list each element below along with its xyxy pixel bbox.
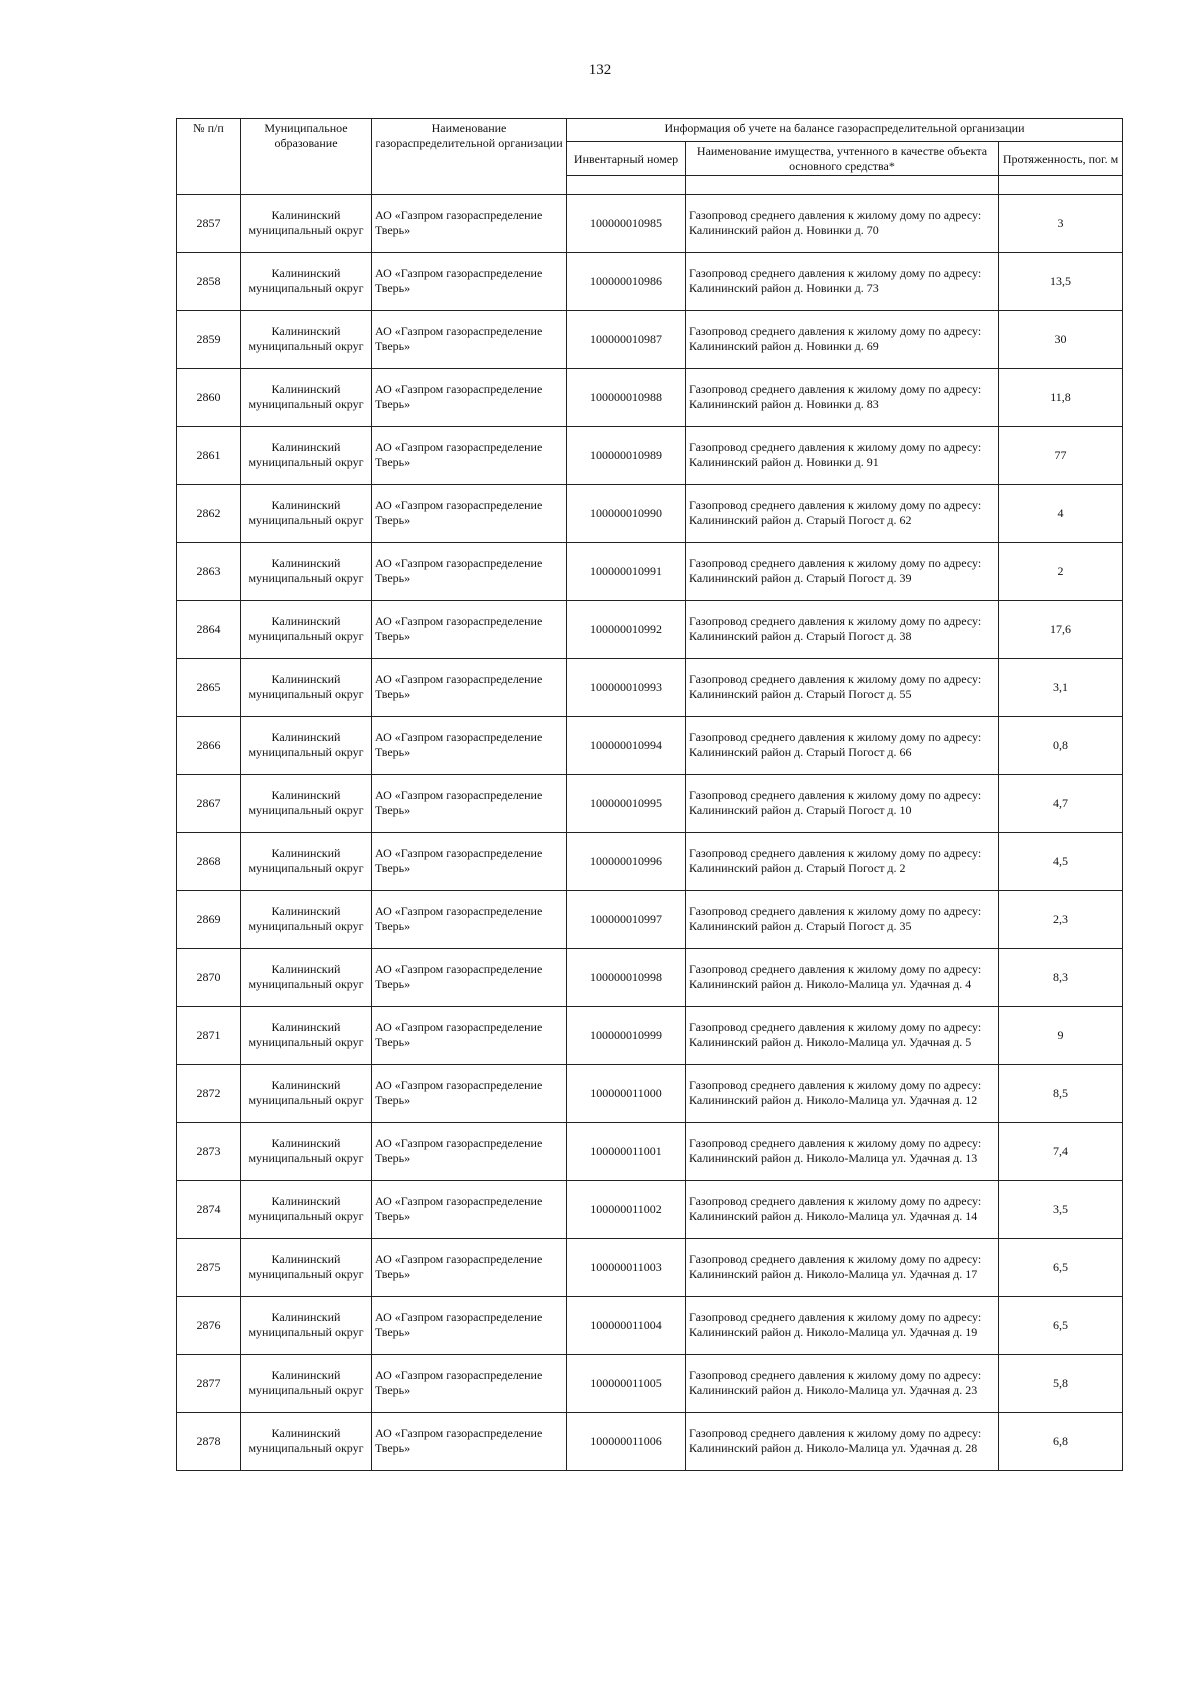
row-municipality: Калининский муниципальный округ: [241, 774, 372, 832]
row-municipality: Калининский муниципальный округ: [241, 310, 372, 368]
header-asset-name: Наименование имущества, учтенного в качестве объекта основного средства*: [686, 142, 999, 176]
row-municipality: Калининский муниципальный округ: [241, 890, 372, 948]
row-inventory-number: 100000010987: [567, 310, 686, 368]
row-asset-name: Газопровод среднего давления к жилому дому по адресу: Калининский район д. Старый Погост д. 66: [686, 716, 999, 774]
table-row: [177, 194, 1123, 252]
row-organization: АО «Газпром газораспределение Тверь»: [372, 774, 567, 832]
row-length: 3,1: [999, 658, 1123, 716]
row-number: 2866: [177, 716, 241, 774]
row-inventory-number: 100000010986: [567, 252, 686, 310]
row-number: 2875: [177, 1238, 241, 1296]
table-row: [177, 774, 1123, 832]
row-asset-name: Газопровод среднего давления к жилому дому по адресу: Калининский район д. Старый Погост д. 10: [686, 774, 999, 832]
row-municipality: Калининский муниципальный округ: [241, 1122, 372, 1180]
row-organization: АО «Газпром газораспределение Тверь»: [372, 1122, 567, 1180]
row-inventory-number: 100000011005: [567, 1354, 686, 1412]
table-row: [177, 832, 1123, 890]
row-asset-name: Газопровод среднего давления к жилому дому по адресу: Калининский район д. Николо-Малица ул. Удачная д. 28: [686, 1412, 999, 1470]
row-asset-name: Газопровод среднего давления к жилому дому по адресу: Калининский район д. Николо-Малица ул. Удачная д. 4: [686, 948, 999, 1006]
row-asset-name: Газопровод среднего давления к жилому дому по адресу: Калининский район д. Новинки д. 69: [686, 310, 999, 368]
header-inventory-number: Инвентарный номер: [567, 142, 686, 176]
row-asset-name: Газопровод среднего давления к жилому дому по адресу: Калининский район д. Старый Погост д. 35: [686, 890, 999, 948]
row-length: 9: [999, 1006, 1123, 1064]
row-municipality: Калининский муниципальный округ: [241, 1412, 372, 1470]
table-row: [177, 716, 1123, 774]
row-asset-name: Газопровод среднего давления к жилому дому по адресу: Калининский район д. Николо-Малица ул. Удачная д. 19: [686, 1296, 999, 1354]
row-asset-name: Газопровод среднего давления к жилому дому по адресу: Калининский район д. Николо-Малица ул. Удачная д. 12: [686, 1064, 999, 1122]
row-length: 11,8: [999, 368, 1123, 426]
row-inventory-number: 100000010993: [567, 658, 686, 716]
row-length: 4,5: [999, 832, 1123, 890]
row-length: 3,5: [999, 1180, 1123, 1238]
row-number: 2858: [177, 252, 241, 310]
row-municipality: Калининский муниципальный округ: [241, 658, 372, 716]
row-length: 6,5: [999, 1296, 1123, 1354]
row-organization: АО «Газпром газораспределение Тверь»: [372, 1180, 567, 1238]
row-organization: АО «Газпром газораспределение Тверь»: [372, 600, 567, 658]
table-row: [177, 890, 1123, 948]
row-organization: АО «Газпром газораспределение Тверь»: [372, 426, 567, 484]
row-inventory-number: 100000011003: [567, 1238, 686, 1296]
row-length: 0,8: [999, 716, 1123, 774]
header-municipality: Муниципальное образование: [241, 119, 372, 195]
header-spacer: [567, 175, 686, 194]
table-row: [177, 948, 1123, 1006]
table-row: [177, 252, 1123, 310]
row-number: 2870: [177, 948, 241, 1006]
row-organization: АО «Газпром газораспределение Тверь»: [372, 1064, 567, 1122]
row-number: 2872: [177, 1064, 241, 1122]
row-organization: АО «Газпром газораспределение Тверь»: [372, 1238, 567, 1296]
row-organization: АО «Газпром газораспределение Тверь»: [372, 890, 567, 948]
row-municipality: Калининский муниципальный округ: [241, 716, 372, 774]
row-inventory-number: 100000011004: [567, 1296, 686, 1354]
row-asset-name: Газопровод среднего давления к жилому дому по адресу: Калининский район д. Старый Погост д. 38: [686, 600, 999, 658]
header-balance-info: Информация об учете на балансе газораспределительной организации: [567, 119, 1123, 142]
row-organization: АО «Газпром газораспределение Тверь»: [372, 1296, 567, 1354]
table-row: [177, 600, 1123, 658]
row-organization: АО «Газпром газораспределение Тверь»: [372, 194, 567, 252]
row-asset-name: Газопровод среднего давления к жилому дому по адресу: Калининский район д. Новинки д. 91: [686, 426, 999, 484]
row-municipality: Калининский муниципальный округ: [241, 1064, 372, 1122]
row-organization: АО «Газпром газораспределение Тверь»: [372, 542, 567, 600]
table-row: [177, 426, 1123, 484]
row-length: 13,5: [999, 252, 1123, 310]
row-inventory-number: 100000010997: [567, 890, 686, 948]
header-length: Протяженность, пог. м: [999, 142, 1123, 176]
row-length: 8,3: [999, 948, 1123, 1006]
row-organization: АО «Газпром газораспределение Тверь»: [372, 484, 567, 542]
table-row: [177, 1354, 1123, 1412]
row-municipality: Калининский муниципальный округ: [241, 368, 372, 426]
row-municipality: Калининский муниципальный округ: [241, 1006, 372, 1064]
table-row: [177, 1006, 1123, 1064]
row-number: 2862: [177, 484, 241, 542]
table-row: [177, 1238, 1123, 1296]
row-asset-name: Газопровод среднего давления к жилому дому по адресу: Калининский район д. Новинки д. 83: [686, 368, 999, 426]
row-asset-name: Газопровод среднего давления к жилому дому по адресу: Калининский район д. Николо-Малица ул. Удачная д. 13: [686, 1122, 999, 1180]
row-asset-name: Газопровод среднего давления к жилому дому по адресу: Калининский район д. Николо-Малица ул. Удачная д. 5: [686, 1006, 999, 1064]
row-municipality: Калининский муниципальный округ: [241, 542, 372, 600]
row-length: 4,7: [999, 774, 1123, 832]
row-length: 2: [999, 542, 1123, 600]
row-length: 6,5: [999, 1238, 1123, 1296]
row-organization: АО «Газпром газораспределение Тверь»: [372, 1006, 567, 1064]
row-organization: АО «Газпром газораспределение Тверь»: [372, 1354, 567, 1412]
table-row: [177, 1064, 1123, 1122]
row-number: 2878: [177, 1412, 241, 1470]
row-asset-name: Газопровод среднего давления к жилому дому по адресу: Калининский район д. Николо-Малица ул. Удачная д. 23: [686, 1354, 999, 1412]
row-number: 2857: [177, 194, 241, 252]
row-inventory-number: 100000010995: [567, 774, 686, 832]
row-inventory-number: 100000010994: [567, 716, 686, 774]
row-inventory-number: 100000010988: [567, 368, 686, 426]
row-organization: АО «Газпром газораспределение Тверь»: [372, 948, 567, 1006]
header-spacer: [999, 175, 1123, 194]
row-organization: АО «Газпром газораспределение Тверь»: [372, 368, 567, 426]
row-length: 5,8: [999, 1354, 1123, 1412]
row-municipality: Калининский муниципальный округ: [241, 1238, 372, 1296]
row-inventory-number: 100000010998: [567, 948, 686, 1006]
row-municipality: Калининский муниципальный округ: [241, 948, 372, 1006]
table-body: [177, 194, 1123, 1470]
row-inventory-number: 100000010996: [567, 832, 686, 890]
row-municipality: Калининский муниципальный округ: [241, 1296, 372, 1354]
row-number: 2877: [177, 1354, 241, 1412]
row-organization: АО «Газпром газораспределение Тверь»: [372, 1412, 567, 1470]
table-row: [177, 1412, 1123, 1470]
row-number: 2859: [177, 310, 241, 368]
row-inventory-number: 100000010992: [567, 600, 686, 658]
row-asset-name: Газопровод среднего давления к жилому дому по адресу: Калининский район д. Новинки д. 70: [686, 194, 999, 252]
row-number: 2861: [177, 426, 241, 484]
row-asset-name: Газопровод среднего давления к жилому дому по адресу: Калининский район д. Старый Погост д. 39: [686, 542, 999, 600]
row-length: 4: [999, 484, 1123, 542]
row-number: 2876: [177, 1296, 241, 1354]
table-row: [177, 1180, 1123, 1238]
header-organization: Наименование газораспределительной организации: [372, 119, 567, 195]
row-municipality: Калининский муниципальный округ: [241, 832, 372, 890]
page-number: 132: [588, 62, 612, 78]
row-municipality: Калининский муниципальный округ: [241, 600, 372, 658]
table-row: [177, 368, 1123, 426]
row-organization: АО «Газпром газораспределение Тверь»: [372, 832, 567, 890]
row-municipality: Калининский муниципальный округ: [241, 426, 372, 484]
row-number: 2865: [177, 658, 241, 716]
table-row: [177, 542, 1123, 600]
row-asset-name: Газопровод среднего давления к жилому дому по адресу: Калининский район д. Старый Погост д. 2: [686, 832, 999, 890]
header-num: № п/п: [177, 119, 241, 195]
row-number: 2874: [177, 1180, 241, 1238]
row-organization: АО «Газпром газораспределение Тверь»: [372, 252, 567, 310]
row-asset-name: Газопровод среднего давления к жилому дому по адресу: Калининский район д. Старый Погост д. 55: [686, 658, 999, 716]
row-inventory-number: 100000011000: [567, 1064, 686, 1122]
table-row: [177, 310, 1123, 368]
row-municipality: Калининский муниципальный округ: [241, 484, 372, 542]
row-asset-name: Газопровод среднего давления к жилому дому по адресу: Калининский район д. Новинки д. 73: [686, 252, 999, 310]
row-organization: АО «Газпром газораспределение Тверь»: [372, 658, 567, 716]
row-inventory-number: 100000010985: [567, 194, 686, 252]
table-row: [177, 658, 1123, 716]
row-length: 7,4: [999, 1122, 1123, 1180]
row-length: 6,8: [999, 1412, 1123, 1470]
row-inventory-number: 100000010999: [567, 1006, 686, 1064]
table-row: [177, 1296, 1123, 1354]
row-length: 30: [999, 310, 1123, 368]
row-number: 2871: [177, 1006, 241, 1064]
row-length: 2,3: [999, 890, 1123, 948]
row-asset-name: Газопровод среднего давления к жилому дому по адресу: Калининский район д. Николо-Малица ул. Удачная д. 14: [686, 1180, 999, 1238]
row-municipality: Калининский муниципальный округ: [241, 1180, 372, 1238]
row-number: 2864: [177, 600, 241, 658]
row-length: 3: [999, 194, 1123, 252]
row-inventory-number: 100000011006: [567, 1412, 686, 1470]
row-number: 2867: [177, 774, 241, 832]
row-asset-name: Газопровод среднего давления к жилому дому по адресу: Калининский район д. Николо-Малица ул. Удачная д. 17: [686, 1238, 999, 1296]
row-inventory-number: 100000010989: [567, 426, 686, 484]
table-row: [177, 484, 1123, 542]
row-inventory-number: 100000011002: [567, 1180, 686, 1238]
row-municipality: Калининский муниципальный округ: [241, 252, 372, 310]
row-municipality: Калининский муниципальный округ: [241, 1354, 372, 1412]
row-number: 2863: [177, 542, 241, 600]
gas-pipeline-registry-table: [176, 118, 1123, 1471]
row-inventory-number: 100000010990: [567, 484, 686, 542]
row-inventory-number: 100000010991: [567, 542, 686, 600]
row-length: 77: [999, 426, 1123, 484]
row-number: 2873: [177, 1122, 241, 1180]
row-length: 8,5: [999, 1064, 1123, 1122]
row-municipality: Калининский муниципальный округ: [241, 194, 372, 252]
row-organization: АО «Газпром газораспределение Тверь»: [372, 716, 567, 774]
table-row: [177, 1122, 1123, 1180]
row-inventory-number: 100000011001: [567, 1122, 686, 1180]
row-number: 2868: [177, 832, 241, 890]
row-number: 2860: [177, 368, 241, 426]
row-number: 2869: [177, 890, 241, 948]
row-organization: АО «Газпром газораспределение Тверь»: [372, 310, 567, 368]
row-length: 17,6: [999, 600, 1123, 658]
row-asset-name: Газопровод среднего давления к жилому дому по адресу: Калининский район д. Старый Погост д. 62: [686, 484, 999, 542]
header-spacer: [686, 175, 999, 194]
